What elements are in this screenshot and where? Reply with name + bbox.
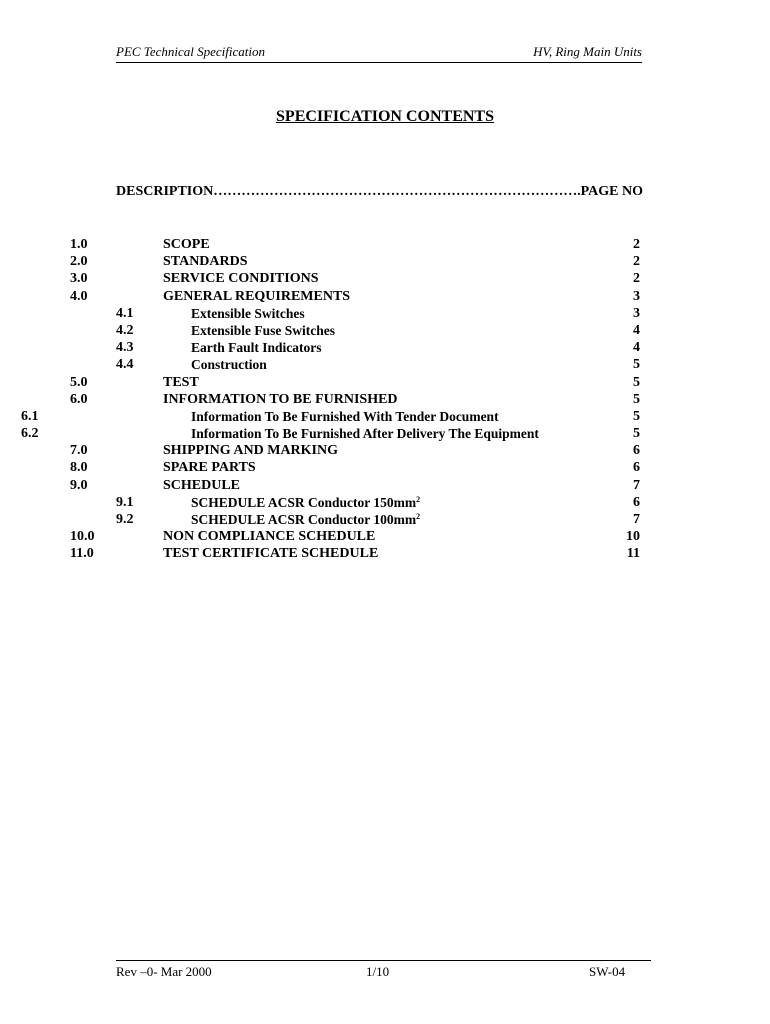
toc-entry-label (163, 374, 199, 391)
toc-entry (0, 442, 770, 459)
toc-entry-page: 3 (633, 305, 640, 321)
toc-entry-page: 5 (633, 357, 640, 373)
toc-entry-number: 11.0 (70, 546, 94, 562)
toc-column-header (116, 184, 643, 200)
toc-entry-number: 4.4 (116, 357, 134, 373)
toc-entry-page: 4 (633, 322, 640, 338)
toc-entry (0, 391, 770, 408)
toc-entry-label (191, 408, 499, 425)
toc-entry-label (163, 528, 375, 545)
document-title-text: SPECIFICATION CONTENTS (276, 108, 494, 125)
document-title (0, 108, 770, 126)
toc-entry-label (191, 494, 420, 511)
toc-entry-label-text: SERVICE CONDITIONS (163, 271, 319, 287)
toc-entry (0, 270, 770, 287)
footer-divider (116, 960, 651, 961)
toc-entry-label-text: Construction (191, 357, 267, 373)
toc-entry (0, 236, 770, 253)
toc-entry-number: 8.0 (70, 460, 88, 476)
toc-entry-label (163, 270, 319, 287)
toc-entry-label-text: TEST (163, 374, 199, 390)
toc-entry (0, 339, 770, 356)
header-right-title: HV, Ring Main Units (533, 44, 642, 59)
toc-entry-page: 6 (633, 460, 640, 476)
toc-entry-number: 6.2 (21, 426, 39, 442)
toc-entry-number: 6.0 (70, 391, 88, 407)
toc-entry (0, 305, 770, 322)
toc-entry-label-text: GENERAL REQUIREMENTS (163, 288, 351, 304)
toc-entry-number: 4.1 (116, 305, 134, 321)
toc-entry-label (163, 236, 210, 253)
toc-entry-superscript: 2 (416, 494, 421, 504)
toc-entry-page: 2 (633, 237, 640, 252)
toc-entry-label (163, 545, 378, 562)
toc-entry-number: 4.2 (116, 322, 134, 338)
toc-entry-label (163, 459, 256, 476)
toc-entry (0, 545, 770, 562)
toc-entry-label (191, 425, 539, 442)
toc-entry (0, 494, 770, 511)
toc-entry-number: 4.3 (116, 340, 134, 356)
toc-entry (0, 322, 770, 339)
leader-dots (213, 184, 577, 200)
toc-entry (0, 356, 770, 373)
toc-entry-page: 5 (633, 391, 640, 407)
header-left-title: PEC Technical Specification (116, 44, 265, 59)
toc-entry (0, 477, 770, 494)
footer-revision: Rev –0- Mar 2000 (116, 964, 212, 979)
toc-entry-label-text: STANDARDS (163, 254, 248, 270)
toc-entry-label (191, 356, 267, 373)
toc-entry-label-text: SCOPE (163, 237, 210, 252)
toc-entry-label-text: Extensible Fuse Switches (191, 322, 336, 338)
toc-entry-page: 7 (633, 512, 640, 527)
toc-entry-number: 9.0 (70, 477, 88, 493)
toc-entry-page: 6 (633, 494, 640, 510)
toc-entry (0, 253, 770, 270)
toc-entry (0, 511, 770, 528)
toc-entry-page: 5 (633, 426, 640, 442)
toc-entry-label (163, 288, 350, 305)
toc-entry-page: 6 (633, 443, 640, 459)
toc-entry (0, 374, 770, 391)
toc-entry-number: 5.0 (70, 374, 88, 390)
toc-entry-label (163, 477, 240, 494)
toc-entry-page: 4 (633, 340, 640, 356)
toc-entry-page: 2 (633, 254, 640, 270)
toc-entry-label (191, 305, 305, 322)
toc-entry-label (191, 339, 322, 356)
toc-entry (0, 459, 770, 476)
toc-entry-number: 9.1 (116, 494, 134, 510)
toc-entry-number: 7.0 (70, 443, 88, 459)
page-no-label: .PAGE NO (577, 184, 643, 199)
table-of-contents (0, 236, 770, 563)
toc-entry-page: 10 (626, 529, 640, 545)
footer-page-number: 1/10 (366, 964, 390, 979)
toc-entry-label-text: Information To Be Furnished With Tender Document (191, 408, 499, 424)
toc-entry-number: 1.0 (70, 237, 88, 252)
toc-entry-page: 2 (633, 271, 640, 287)
toc-entry-page: 5 (633, 374, 640, 390)
toc-entry-label (191, 511, 420, 528)
toc-entry-label-text: TEST CERTIFICATE SCHEDULE (163, 546, 379, 562)
toc-entry (0, 425, 770, 442)
toc-entry-label-text: Earth Fault Indicators (191, 340, 322, 356)
toc-entry-label-text: SHIPPING AND MARKING (163, 443, 339, 459)
toc-entry-label-text: INFORMATION TO BE FURNISHED (163, 391, 398, 407)
toc-entry-page: 7 (633, 477, 640, 493)
toc-entry-label (163, 253, 248, 270)
toc-entry-page: 3 (633, 288, 640, 304)
description-label: DESCRIPTION (116, 184, 214, 199)
toc-entry-number: 9.2 (116, 512, 134, 527)
toc-entry-label (191, 322, 335, 339)
toc-entry-number: 3.0 (70, 271, 88, 287)
toc-entry-superscript: 2 (416, 512, 421, 521)
toc-entry (0, 408, 770, 425)
toc-entry-label-text: SCHEDULE (163, 477, 241, 493)
toc-entry-label-text: Information To Be Furnished After Delivery The Equipment (191, 426, 539, 442)
toc-entry-number: 4.0 (70, 288, 88, 304)
toc-entry-label-text: Extensible Switches (191, 305, 305, 321)
toc-entry-number: 10.0 (70, 529, 95, 545)
toc-entry-label-text: SPARE PARTS (163, 460, 256, 476)
toc-entry-page: 11 (626, 546, 640, 562)
toc-entry-label (163, 391, 398, 408)
toc-entry-label (163, 442, 338, 459)
toc-entry-label-text: SCHEDULE ACSR Conductor 150mm (191, 494, 417, 510)
toc-entry-label-text: SCHEDULE ACSR Conductor 100mm (191, 512, 417, 527)
toc-entry-number: 2.0 (70, 254, 88, 270)
toc-entry (0, 528, 770, 545)
toc-entry-page: 5 (633, 408, 640, 424)
page-header (116, 44, 642, 63)
footer-document-code: SW-04 (589, 964, 626, 979)
toc-entry-label-text: NON COMPLIANCE SCHEDULE (163, 529, 376, 545)
toc-entry (0, 288, 770, 305)
toc-entry-number: 6.1 (21, 408, 39, 424)
